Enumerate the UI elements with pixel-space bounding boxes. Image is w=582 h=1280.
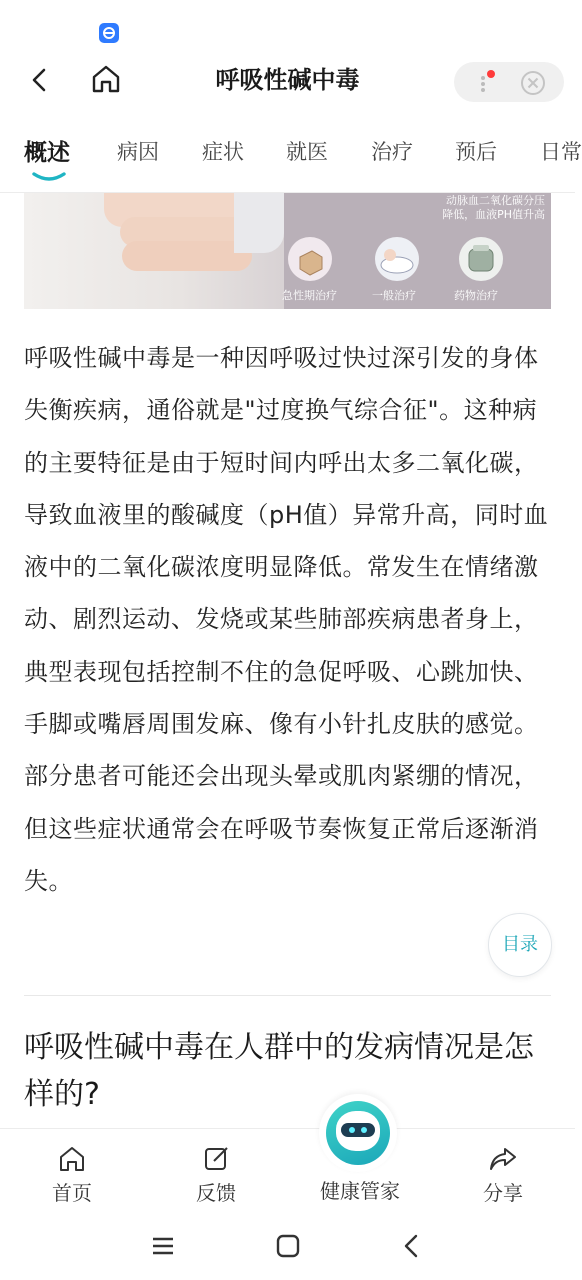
home-icon: [57, 1145, 87, 1173]
active-tab-indicator: [32, 172, 66, 182]
rest-illustration-icon: [373, 235, 421, 283]
treatment-label: 急性期治疗: [282, 289, 337, 302]
health-assistant-button[interactable]: [319, 1094, 397, 1172]
tab-symptoms[interactable]: 症状: [202, 140, 244, 164]
close-icon: [520, 70, 546, 96]
bottom-action-bar: [0, 1128, 575, 1211]
home-tab-label: 首页: [52, 1181, 92, 1205]
share-label: 分享: [483, 1181, 523, 1205]
share-button[interactable]: [453, 1145, 553, 1206]
illustration-caption: [415, 194, 545, 222]
treatment-label: 一般治疗: [372, 289, 416, 302]
home-tab-button[interactable]: [22, 1145, 122, 1206]
mini-program-capsule: [454, 62, 564, 102]
robot-eye: [349, 1127, 355, 1133]
section-tabs: [0, 128, 582, 176]
feedback-button[interactable]: [166, 1145, 266, 1206]
edit-icon: [201, 1145, 231, 1173]
tab-cause[interactable]: 病因: [117, 140, 159, 164]
back-arrow-icon[interactable]: [398, 1232, 426, 1260]
home-square-icon[interactable]: [274, 1232, 302, 1260]
tab-treatment[interactable]: 治疗: [371, 140, 413, 164]
robot-eye: [361, 1127, 367, 1133]
section-divider: [24, 995, 551, 996]
tab-daily[interactable]: 日常: [540, 140, 582, 164]
sleeve-illustration: [234, 193, 284, 253]
section-heading: 呼吸性碱中毒在人群中的发病情况是怎样的?: [24, 1030, 534, 1112]
feedback-label: 反馈: [196, 1181, 236, 1205]
notification-badge: [487, 70, 495, 78]
system-navigation-bar: [0, 1210, 575, 1280]
robot-visor: [341, 1123, 375, 1137]
caption-line: 降低，血液PH值升高: [442, 208, 545, 221]
menu-icon[interactable]: [149, 1232, 177, 1260]
share-icon: [488, 1145, 518, 1173]
illustration-banner: [24, 193, 551, 309]
table-of-contents-button[interactable]: 目录: [488, 913, 552, 977]
treatment-label: 药物治疗: [454, 289, 498, 302]
close-button[interactable]: [520, 70, 546, 96]
hand-illustration-finger: [122, 241, 252, 271]
medicine-illustration-icon: [457, 235, 505, 283]
health-assistant-label[interactable]: 健康管家: [320, 1179, 400, 1203]
caption-line: 动脉血二氧化碳分压: [446, 194, 545, 207]
app-notification-icon: [99, 23, 119, 43]
page-title: 呼吸性碱中毒: [215, 66, 360, 94]
tab-prognosis[interactable]: 预后: [455, 140, 497, 164]
overview-paragraph: 呼吸性碱中毒是一种因呼吸过快过深引发的身体失衡疾病，通俗就是"过度换气综合征"。这种病的主要特征是由于短时间内呼出太多二氧化碳，导致血液里的酸碱度（pH值）异常升高，同时血液中的二氧化碳浓度明显降低。常发生在情绪激动、剧烈运动、发烧或某些肺部疾病患者身上，典型表现包括控制不住的急促呼吸、心跳加快、手脚或嘴唇周围发麻、像有小针扎皮肤的感觉。部分患者可能还会出现头晕或肌肉紧绷的情况，但这些症状通常会在呼吸节奏恢复正常后逐渐消失。: [24, 344, 549, 895]
box-illustration-icon: [286, 235, 334, 283]
tab-overview[interactable]: 概述: [24, 140, 70, 166]
tab-medical-visit[interactable]: 就医: [286, 140, 328, 164]
